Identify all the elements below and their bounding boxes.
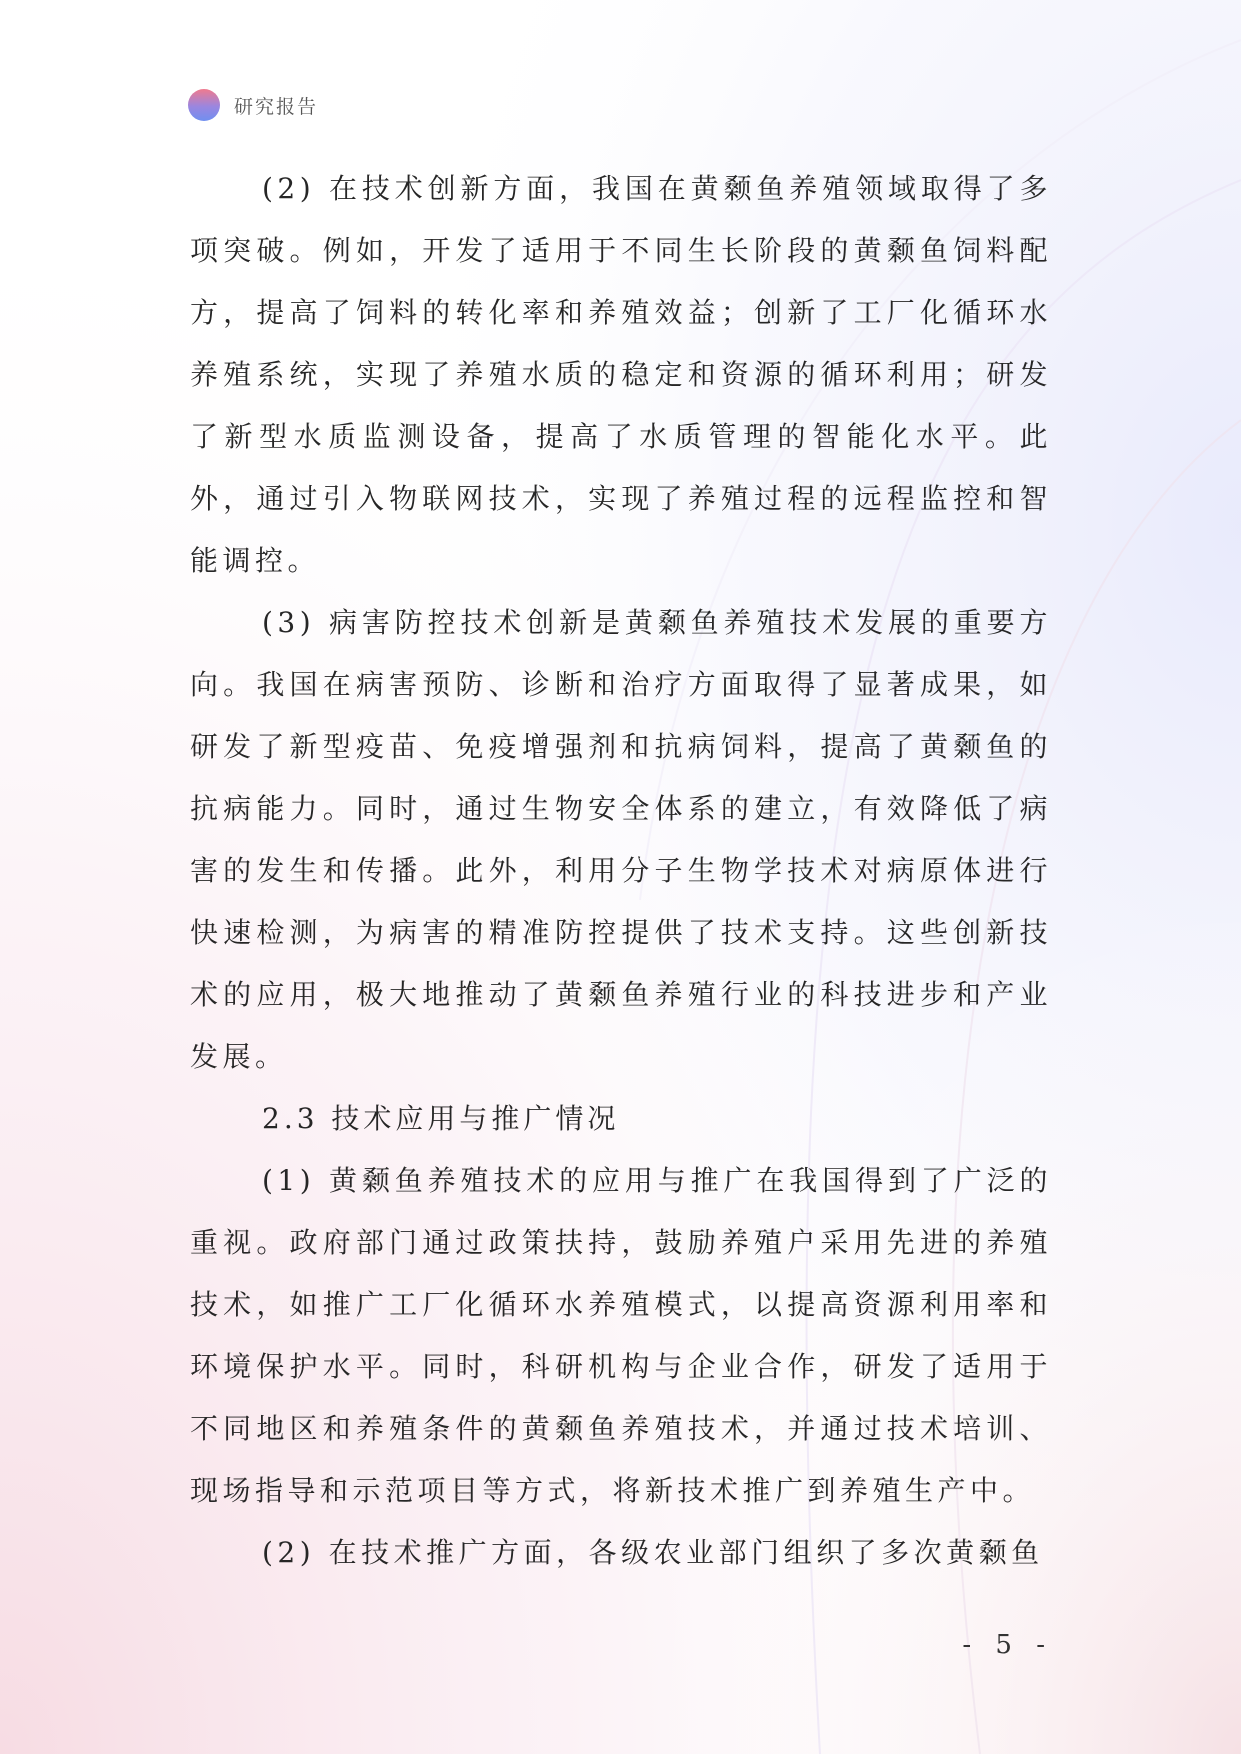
- page-number: - 5 -: [962, 1630, 1053, 1660]
- header-title: 研究报告: [234, 95, 319, 118]
- paragraph-application-promotion: (1) 黄颡鱼养殖技术的应用与推广在我国得到了广泛的重视。政府部门通过政策扶持，鼓励养殖户采用先进的养殖技术，如推广工厂化循环水养殖模式，以提高资源利用率和环境保护水平。同时，科研机构与企业合作，研发了适用于不同地区和养殖条件的黄颡鱼养殖技术，并通过技术培训、现场指导和示范项目等方式，将新技术推广到养殖生产中。: [190, 1164, 1052, 1507]
- section-heading: 2.3 技术应用与推广情况: [262, 1102, 620, 1135]
- document-body: [190, 158, 1052, 1584]
- paragraph-tech-innovation: (2) 在技术创新方面，我国在黄颡鱼养殖领域取得了多项突破。例如，开发了适用于不同生长阶段的黄颡鱼饲料配方，提高了饲料的转化率和养殖效益；创新了工厂化循环水养殖系统，实现了养殖水质的稳定和资源的循环利用；研发了新型水质监测设备，提高了水质管理的智能化水平。此外，通过引入物联网技术，实现了养殖过程的远程监控和智能调控。: [190, 172, 1052, 577]
- paragraph-disease-control: (3) 病害防控技术创新是黄颡鱼养殖技术发展的重要方向。我国在病害预防、诊断和治疗方面取得了显著成果，如研发了新型疫苗、免疫增强剂和抗病饲料，提高了黄颡鱼的抗病能力。同时，通过生物安全体系的建立，有效降低了病害的发生和传播。此外，利用分子生物学技术对病原体进行快速检测，为病害的精准防控提供了技术支持。这些创新技术的应用，极大地推动了黄颡鱼养殖行业的科技进步和产业发展。: [190, 606, 1052, 1073]
- logo-circle-icon: [188, 89, 220, 121]
- paragraph-tech-promotion: (2) 在技术推广方面，各级农业部门组织了多次黄颡鱼: [262, 1536, 1044, 1569]
- report-header: [188, 89, 318, 121]
